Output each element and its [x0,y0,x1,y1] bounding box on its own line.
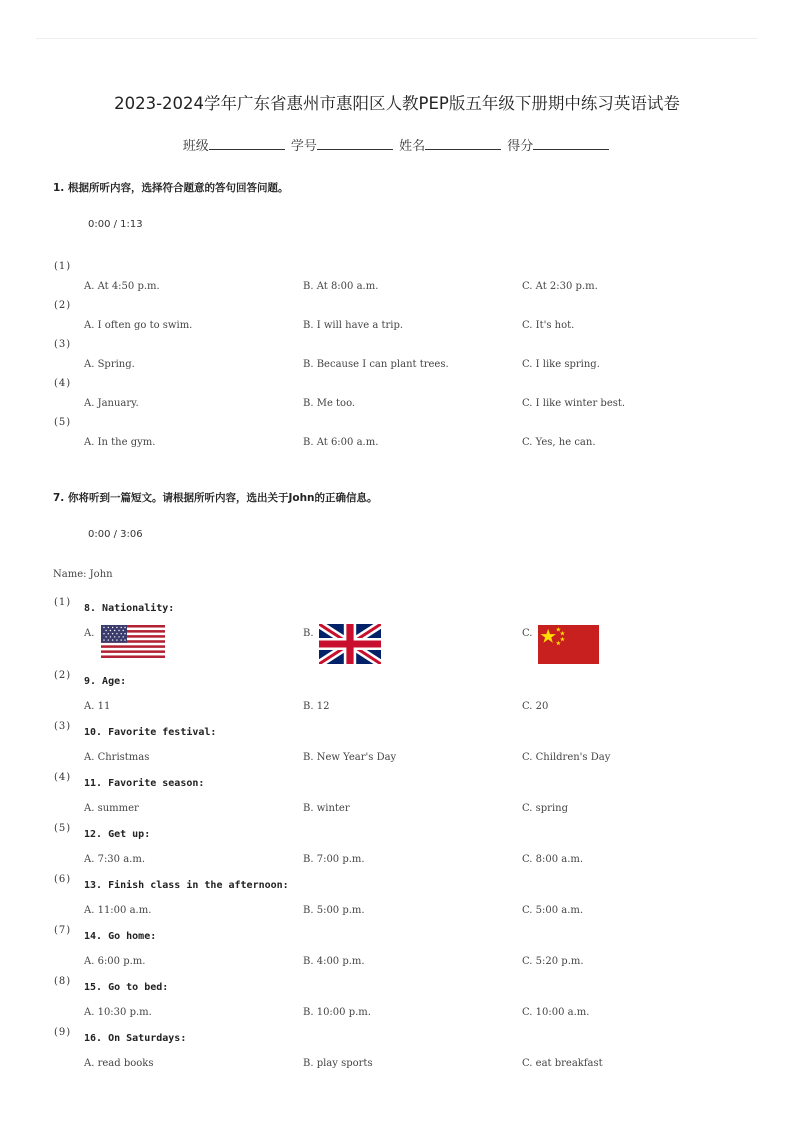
section2-heading: 7. 你将听到一篇短文。请根据所听内容，选出关于John的正确信息。 [53,492,378,504]
option-a[interactable]: A. 10:30 p.m. [84,1007,152,1018]
option-b[interactable]: B. [303,628,314,639]
question-number: (5) [54,823,72,834]
option-a[interactable]: A. I often go to swim. [84,320,193,331]
question-number: (7) [54,925,72,936]
option-b[interactable]: B. 10:00 p.m. [303,1007,371,1018]
question-label: 15. Go to bed: [84,982,169,993]
option-c[interactable]: C. 5:20 p.m. [522,956,584,967]
option-a[interactable]: A. January. [84,398,139,409]
option-a[interactable]: A. 11:00 a.m. [84,905,152,916]
question-label: 10. Favorite festival: [84,727,217,738]
option-a[interactable]: A. 11 [84,701,111,712]
uk-flag-icon[interactable] [319,624,381,664]
question-number: (2) [54,300,72,311]
student-id-label: 学号 [290,139,317,154]
question-label: 16. On Saturdays: [84,1033,187,1044]
student-id-blank[interactable] [317,137,393,150]
option-c[interactable]: C. At 2:30 p.m. [522,281,598,292]
question-label: 11. Favorite season: [84,778,205,789]
name-label: 姓名 [399,139,426,154]
question-number: (9) [54,1027,72,1038]
option-a[interactable]: A. 7:30 a.m. [84,854,146,865]
option-b[interactable]: B. Me too. [303,398,356,409]
question-label: 8. Nationality: [84,603,175,614]
option-b[interactable]: B. 4:00 p.m. [303,956,365,967]
option-c[interactable]: C. [522,628,533,639]
option-c[interactable]: C. eat breakfast [522,1058,603,1069]
option-a[interactable]: A. In the gym. [84,437,156,448]
question-number: (2) [54,670,72,681]
usa-flag-icon[interactable] [101,625,165,658]
option-c[interactable]: C. I like winter best. [522,398,626,409]
option-a[interactable]: A. At 4:50 p.m. [84,281,160,292]
option-b[interactable]: B. 12 [303,701,330,712]
option-b[interactable]: B. 7:00 p.m. [303,854,365,865]
class-label: 班级 [182,139,209,154]
option-c[interactable]: C. 10:00 a.m. [522,1007,590,1018]
page-title: 2023-2024学年广东省惠州市惠阳区人教PEP版五年级下册期中练习英语试卷 [114,94,680,113]
china-flag-icon[interactable] [538,625,599,664]
option-c[interactable]: C. 8:00 a.m. [522,854,584,865]
option-c[interactable]: C. Children's Day [522,752,611,763]
option-b[interactable]: B. At 6:00 a.m. [303,437,379,448]
option-b[interactable]: B. Because I can plant trees. [303,359,449,370]
question-number: (6) [54,874,72,885]
option-a[interactable]: A. 6:00 p.m. [84,956,146,967]
question-number: (4) [54,772,72,783]
option-a[interactable]: A. Christmas [84,752,150,763]
option-a[interactable]: A. [84,628,95,639]
question-label: 9. Age: [84,676,127,687]
question-number: (1) [54,597,72,608]
audio-player-1[interactable]: 0:00 / 1:13 [88,219,143,230]
student-info-line [0,135,794,154]
option-a[interactable]: A. read books [84,1058,154,1069]
option-b[interactable]: B. 5:00 p.m. [303,905,365,916]
class-blank[interactable] [209,137,285,150]
question-number: (3) [54,721,72,732]
question-number: (5) [54,417,72,428]
option-c[interactable]: C. 20 [522,701,549,712]
question-number: (8) [54,976,72,987]
question-label: 12. Get up: [84,829,151,840]
option-c[interactable]: C. spring [522,803,569,814]
option-c[interactable]: C. It's hot. [522,320,575,331]
option-a[interactable]: A. summer [84,803,139,814]
question-number: (3) [54,339,72,350]
option-b[interactable]: B. I will have a trip. [303,320,404,331]
question-number: (1) [54,261,72,272]
option-c[interactable]: C. I like spring. [522,359,600,370]
option-b[interactable]: B. At 8:00 a.m. [303,281,379,292]
question-label: 14. Go home: [84,931,157,942]
option-b[interactable]: B. winter [303,803,350,814]
option-c[interactable]: C. 5:00 a.m. [522,905,584,916]
question-number: (4) [54,378,72,389]
name-line: Name: John [53,569,113,580]
option-b[interactable]: B. New Year's Day [303,752,397,763]
score-blank[interactable] [533,137,609,150]
option-b[interactable]: B. play sports [303,1058,373,1069]
section1-heading: 1. 根据所听内容，选择符合题意的答句回答问题。 [53,182,289,194]
audio-player-2[interactable]: 0:00 / 3:06 [88,529,143,540]
header-divider [36,38,758,39]
option-c[interactable]: C. Yes, he can. [522,437,596,448]
name-blank[interactable] [425,137,501,150]
question-label: 13. Finish class in the afternoon: [84,880,289,891]
option-a[interactable]: A. Spring. [84,359,135,370]
score-label: 得分 [507,139,534,154]
